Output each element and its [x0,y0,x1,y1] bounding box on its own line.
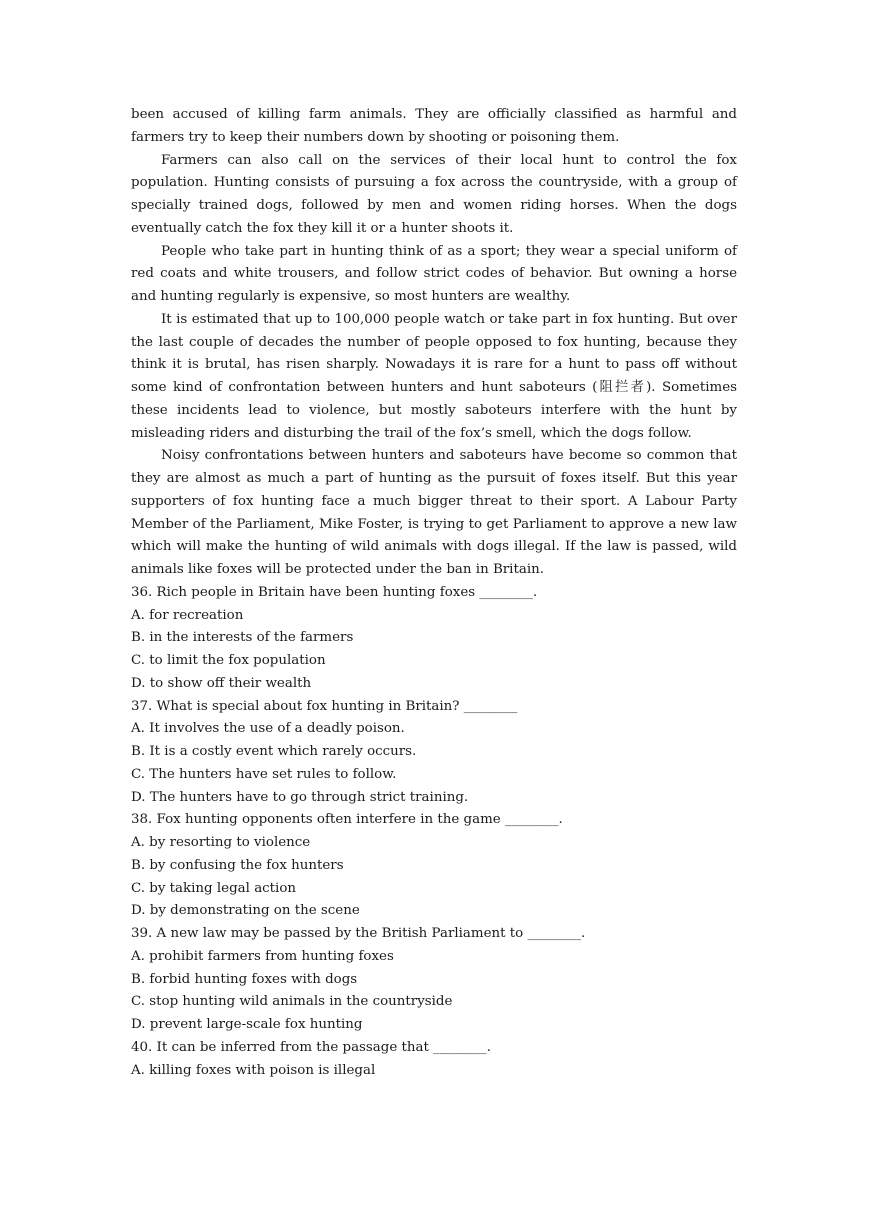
option-a: A. by resorting to violence [131,835,311,850]
passage-paragraph-4: It is estimated that up to 100,000 people watch or take part in fox hunting. But over the last couple of decades the number of people opposed to fox hunting, because they think it is brutal, has risen sharply. Nowadays it is rare for a hunt to pass off without some kind of confrontation between hunters and hunt saboteurs (阻拦者). Sometimes these incidents lead to violence, but mostly saboteurs interfere with the hunt by misleading riders and disturbing the trail of the fox’s smell, which the dogs follow. [131,311,737,441]
question-stem: 40. It can be inferred from the passage that ________. [131,1039,491,1055]
option-c: C. stop hunting wild animals in the countryside [131,994,453,1010]
option-d: D. The hunters have to go through strict training. [131,789,469,805]
question-38 [131,809,737,923]
question-stem: 39. A new law may be passed by the British Parliament to ________. [131,926,586,941]
question-36 [131,582,737,696]
option-d: D. by demonstrating on the scene [131,903,360,919]
question-stem: 37. What is special about fox hunting in Britain? ________ [131,698,518,714]
question-39 [131,923,737,1037]
option-c: C. to limit the fox population [131,653,326,668]
document-page [131,104,737,1082]
passage-paragraph-5: Noisy confrontations between hunters and saboteurs have become so common that they are almost as much a part of hunting as the pursuit of foxes itself. But this year supporters of fox hunting face a much bigger threat to their sport. A Labour Party Member of the Parliament, Mike Foster, is trying to get Parliament to approve a new law which will make the hunting of wild animals with dogs illegal. If the law is passed, wild animals like foxes will be protected under the ban in Britain. [131,448,737,577]
option-a: A. It involves the use of a deadly poison. [131,721,405,737]
question-40 [131,1037,737,1083]
option-b: B. in the interests of the farmers [131,630,354,646]
option-c: C. The hunters have set rules to follow. [131,766,397,782]
passage-paragraph-3: People who take part in hunting think of as a sport; they wear a special uniform of red coats and white trousers, and follow strict codes of behavior. But owning a horse and hunting regularly is expensive, so most hunters are wealthy. [131,243,737,304]
option-a: A. killing foxes with poison is illegal [131,1062,376,1078]
question-stem: 38. Fox hunting opponents often interfere in the game ________. [131,812,563,828]
passage-paragraph-2: Farmers can also call on the services of their local hunt to control the fox population. Hunting consists of pursuing a fox across the countryside, with a group of specially trained dogs, followed by men and women riding horses. When the dogs eventually catch the fox they kill it or a hunter shoots it. [131,152,737,236]
passage-paragraph-1: been accused of killing farm animals. They are officially classified as harmful and farmers try to keep their numbers down by shooting or poisoning them. [131,107,737,145]
reading-passage [131,104,737,582]
question-stem: 36. Rich people in Britain have been hunting foxes ________. [131,584,538,600]
option-b: B. by confusing the fox hunters [131,857,344,873]
option-a: A. for recreation [131,607,244,623]
option-d: D. to show off their wealth [131,675,312,691]
option-a: A. prohibit farmers from hunting foxes [131,948,394,964]
option-d: D. prevent large-scale fox hunting [131,1017,363,1032]
option-c: C. by taking legal action [131,880,297,896]
question-37 [131,696,737,810]
option-b: B. It is a costly event which rarely occurs. [131,744,417,759]
option-b: B. forbid hunting foxes with dogs [131,971,358,987]
question-list [131,582,737,1083]
